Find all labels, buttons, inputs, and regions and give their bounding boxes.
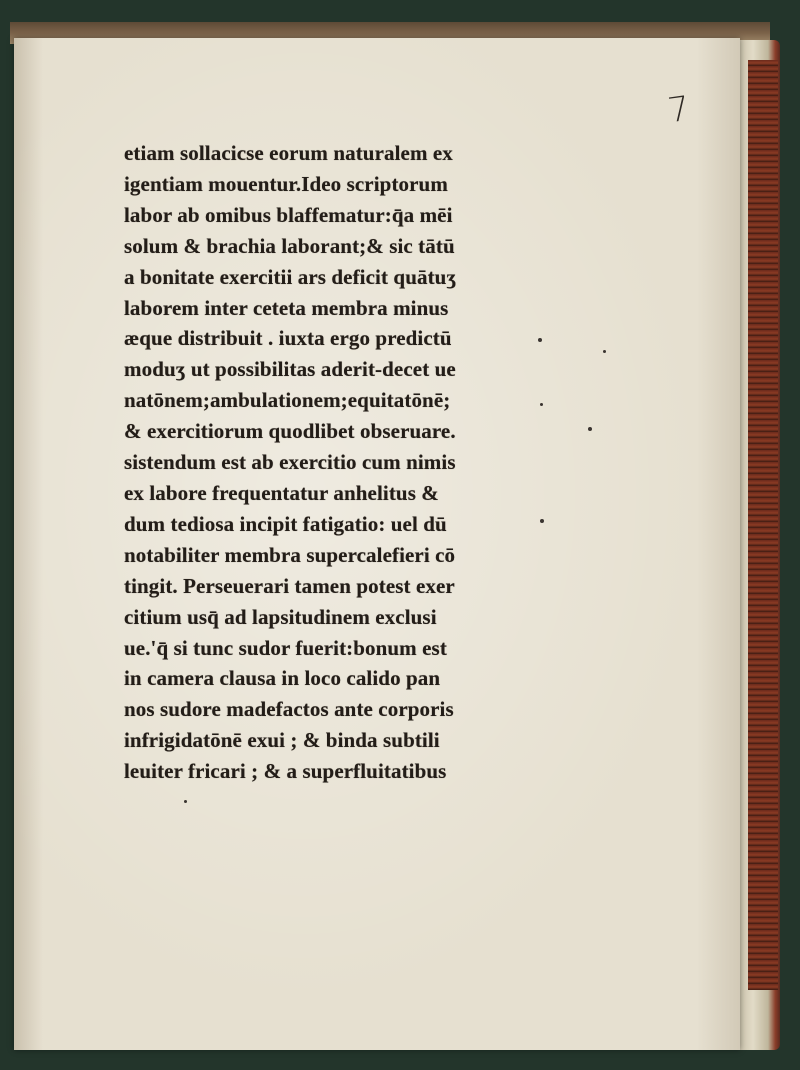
text-line: æque distribuit . iuxta ergo predictū (124, 326, 452, 351)
ink-speck (184, 800, 187, 803)
text-line: & exercitiorum quodlibet obseruare. (124, 419, 456, 444)
text-line: igentiam mouentur.Ideo scriptorum (124, 171, 448, 196)
ink-speck (540, 403, 543, 406)
text-line: labor ab omibus blaffematur:q̄a mēi (124, 202, 453, 227)
text-line: ue.'q̄ si tunc sudor fuerit:bonum est (124, 635, 447, 660)
text-block (124, 138, 524, 787)
text-line: leuiter fricari ; & a superfluitatibus (124, 759, 447, 784)
text-line: notabiliter membra supercalefieri cō (124, 542, 456, 567)
ink-speck (603, 350, 606, 353)
red-edge-binding (748, 60, 778, 990)
ink-speck (540, 519, 544, 523)
text-line: ex labore frequentatur anhelitus & (124, 480, 439, 505)
ink-speck (538, 338, 542, 342)
text-line: solum & brachia laborant;& sic tātū (124, 233, 455, 258)
text-line: nos sudore madefactos ante corporis (124, 697, 454, 722)
text-line: infrigidatōnē exui ; & binda subtili (124, 728, 440, 753)
text-line: tingit. Perseuerari tamen potest exer (124, 573, 455, 598)
ink-speck (588, 427, 592, 431)
text-line: laborem inter ceteta membra minus (124, 295, 449, 320)
text-line: etiam sollacicse eorum naturalem ex (124, 141, 453, 165)
text-line: citium usq̄ ad lapsitudinem exclusi (124, 604, 437, 629)
folio-number: 7 (665, 88, 693, 132)
text-line: in camera clausa in loco calido pan (124, 666, 441, 691)
text-line: sistendum est ab exercitio cum nimis (124, 450, 456, 475)
text-line: natōnem;ambulationem;equitatōnē; (124, 388, 451, 413)
text-line: moduʒ ut possibilitas aderit-decet ue (124, 357, 456, 382)
text-line: dum tediosa incipit fatigatio: uel dū (124, 511, 447, 536)
text-line: a bonitate exercitii ars deficit quātuʒ (124, 264, 457, 289)
